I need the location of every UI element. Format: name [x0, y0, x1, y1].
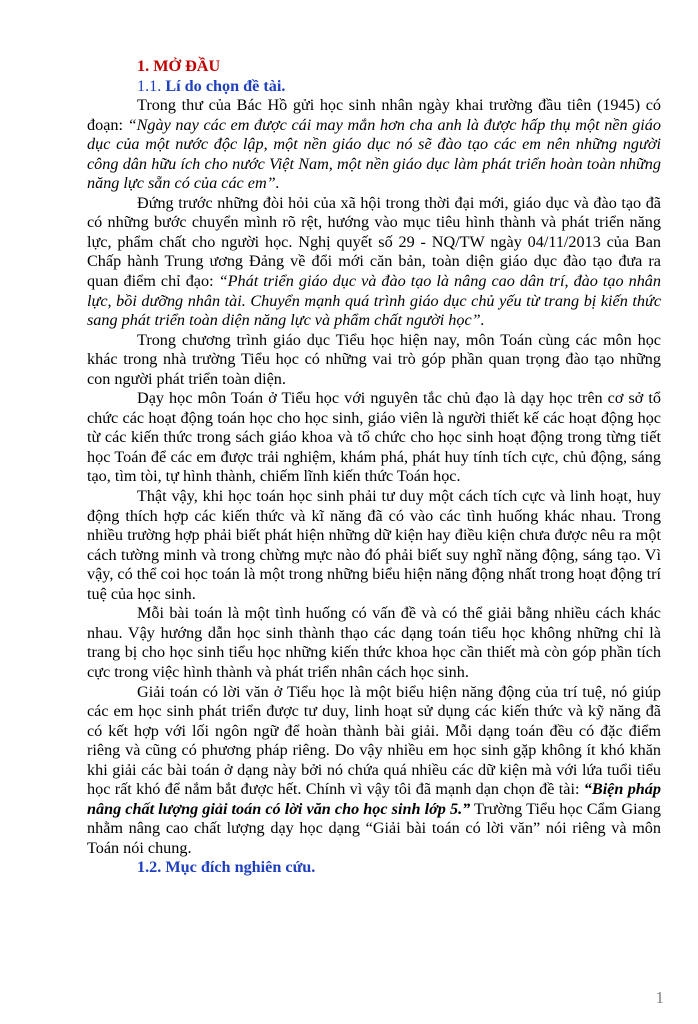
paragraph-7	[87, 683, 661, 859]
paragraph-1	[87, 96, 661, 194]
page-number: 1	[655, 988, 664, 1007]
paragraph-7-text: Giải toán có lời văn ở Tiểu học là một biểu hiện năng động của trí tuệ, nó giúp các em học sinh phát triển được tư duy, linh hoạt sử dụng các kiến thức và kỹ năng đã có kết hợp với lối ngôn ngữ để hoàn thành bài giải. Mỗi dạng toán đều có đặc điểm riêng và cũng có phương pháp riêng. Do vậy nhiều em học sinh gặp không ít khó khăn khi giải các bài toán ở dạng này bởi nó chứa quá nhiều các dữ kiện mà với lứa tuổi tiểu học rất khó để nắm bắt được hết. Chính vì vậy tôi đã mạnh dạn chọn đề tài:	[87, 682, 661, 799]
paragraph-1-quote: “Ngày nay các em được cái may mắn hơn cha anh là được hấp thụ một nền giáo dục của một nước độc lập, một nền giáo dục nó sẽ đào tạo các em nên những người công dân hữu ích cho nước Việt Nam, một nền giáo dục làm phát triển hoàn toàn những năng lực sẵn có của các em”.	[87, 115, 661, 193]
paragraph-6: Mỗi bài toán là một tình huống có vấn đề và có thể giải bằng nhiều cách khác nhau. Vậy hướng dẫn học sinh thành thạo các dạng toán tiểu học không những chỉ là trang bị cho học sinh tiểu học những kiến thức khoa học cần thiết mà còn góp phần tích cực trong việc hình thành và phát triển nhân cách học sinh.	[87, 604, 661, 681]
section-heading-1: 1. MỞ ĐẦU	[137, 57, 221, 75]
paragraph-2-quote: “Phát triển giáo dục và đào tạo là nâng cao dân trí, đào tạo nhân lực, bồi dưỡng nhân tài. Chuyển mạnh quá trình giáo dục chủ yếu từ trang bị kiến thức sang phát triển toàn diện năng lực và phẩm chất người học”.	[87, 272, 661, 330]
paragraph-3: Trong chương trình giáo dục Tiểu học hiện nay, môn Toán cùng các môn học khác trong nhà trường Tiểu học có những vai trò góp phần quan trọng đào tạo những con người phát triển toàn diện.	[87, 330, 661, 388]
heading-1-1-number: 1.1.	[137, 76, 162, 95]
paragraph-1-text: Trong thư của Bác Hồ gửi học sinh nhân ngày khai trường đầu tiên (1945) có đoạn:	[87, 96, 661, 134]
paragraph-4: Dạy học môn Toán ở Tiểu học với nguyên tắc chủ đạo là dạy học trên cơ sở tổ chức các hoạt động toán học cho học sinh, giáo viên là người thiết kế các hoạt động học từ các kiến thức trong sách giáo khoa và tổ chức cho học sinh hoạt động trong từng tiết học Toán để các em được trải nghiệm, khám phá, phát huy tính tích cực, chủ động, sáng tạo, tìm tòi, tự hình thành, chiếm lĩnh kiến thức Toán học.	[87, 389, 661, 486]
paragraph-2-text: Đứng trước những đòi hỏi của xã hội trong thời đại mới, giáo dục và đào tạo đã có những bước chuyển mình rõ rệt, hướng vào mục tiêu hình thành và phát triển năng lực, phẩm chất cho người học. Nghị quyết số 29 - NQ/TW ngày 04/11/2013 của Ban Chấp hành Trung ương Đảng về đổi mới căn bản, toàn diện giáo dục đào tạo đưa ra quan điểm chỉ đạo:	[87, 193, 661, 291]
paragraph-7-text-end: Trường Tiểu học Cẩm Giang nhằm nâng cao chất lượng dạy học dạng “Giải bài toán có lời văn” nói riêng và môn Toán nói chung.	[87, 799, 661, 857]
section-heading-1-1	[87, 77, 661, 97]
paragraph-2	[87, 194, 661, 331]
paragraph-7-topic-title: “Biện pháp nâng chất lượng giải toán có lời văn cho học sinh lớp 5.”	[87, 780, 661, 818]
document-body	[87, 57, 661, 878]
heading-1-1-title: Lí do chọn đề tài.	[165, 76, 286, 95]
section-heading-1-2: 1.2. Mục đích nghiên cứu.	[137, 858, 316, 877]
paragraph-5: Thật vậy, khi học toán học sinh phải tư duy một cách tích cực và linh hoạt, huy động thích hợp các kiến thức và kĩ năng đã có vào các tình huống khác nhau. Trong nhiều trường hợp phải biết phát hiện những dữ kiện hay điều kiện chưa được nêu ra một cách tường minh và trong chừng mực nào đó phải biết suy nghĩ năng động, sáng tạo. Vì vậy, có thể coi học toán là một trong những biểu hiện năng động nhất trong hoạt động trí tuệ của học sinh.	[87, 487, 661, 603]
